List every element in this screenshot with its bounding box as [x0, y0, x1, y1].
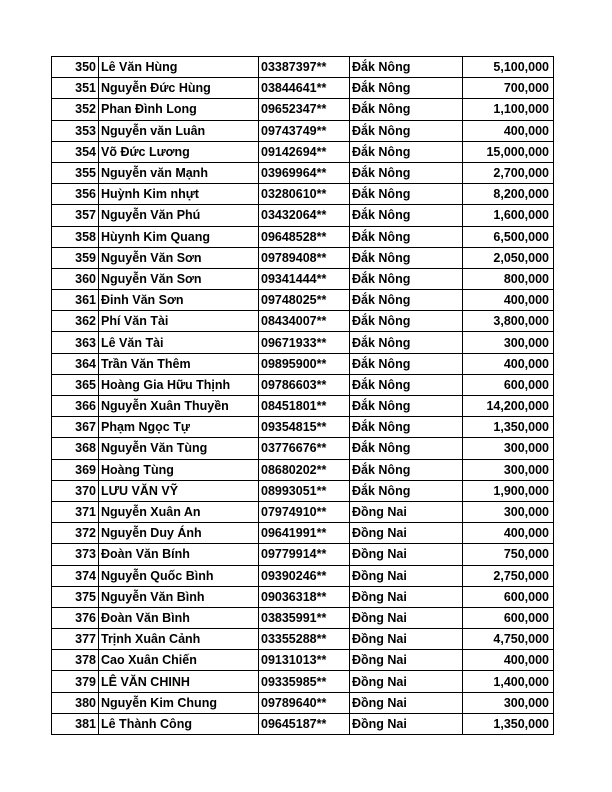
- amount-cell: 1,400,000: [463, 671, 554, 692]
- table-row: [52, 78, 554, 99]
- amount-cell: 1,350,000: [463, 417, 554, 438]
- province-cell: Đắk Nông: [350, 141, 463, 162]
- table-row: [52, 501, 554, 522]
- province-cell: Đồng Nai: [350, 501, 463, 522]
- province-cell: Đắk Nông: [350, 57, 463, 78]
- amount-cell: 600,000: [463, 374, 554, 395]
- row-number-cell: 371: [52, 501, 99, 522]
- amount-cell: 300,000: [463, 692, 554, 713]
- donor-name-cell: Trịnh Xuân Cảnh: [99, 629, 259, 650]
- donor-name-cell: Nguyễn văn Luân: [99, 120, 259, 141]
- phone-number-cell: 03776676**: [259, 438, 350, 459]
- donor-name-cell: Nguyễn Xuân An: [99, 501, 259, 522]
- amount-cell: 8,200,000: [463, 184, 554, 205]
- table-row: [52, 713, 554, 734]
- row-number-cell: 377: [52, 629, 99, 650]
- table-row: [52, 544, 554, 565]
- phone-number-cell: 09641991**: [259, 523, 350, 544]
- phone-number-cell: 08434007**: [259, 311, 350, 332]
- row-number-cell: 350: [52, 57, 99, 78]
- donor-name-cell: Nguyễn văn Mạnh: [99, 162, 259, 183]
- donor-name-cell: Lê Thành Công: [99, 713, 259, 734]
- amount-cell: 400,000: [463, 353, 554, 374]
- phone-number-cell: 03969964**: [259, 162, 350, 183]
- row-number-cell: 361: [52, 290, 99, 311]
- amount-cell: 1,350,000: [463, 713, 554, 734]
- table-row: [52, 374, 554, 395]
- donor-table-container: [51, 56, 554, 735]
- province-cell: Đồng Nai: [350, 607, 463, 628]
- phone-number-cell: 03835991**: [259, 607, 350, 628]
- donor-name-cell: Đoàn Văn Bình: [99, 607, 259, 628]
- donor-name-cell: Hùynh Kim Quang: [99, 226, 259, 247]
- row-number-cell: 373: [52, 544, 99, 565]
- table-row: [52, 353, 554, 374]
- row-number-cell: 354: [52, 141, 99, 162]
- amount-cell: 5,100,000: [463, 57, 554, 78]
- province-cell: Đắk Nông: [350, 226, 463, 247]
- row-number-cell: 380: [52, 692, 99, 713]
- amount-cell: 4,750,000: [463, 629, 554, 650]
- row-number-cell: 355: [52, 162, 99, 183]
- amount-cell: 300,000: [463, 438, 554, 459]
- donor-name-cell: Huỳnh Kim nhựt: [99, 184, 259, 205]
- amount-cell: 3,800,000: [463, 311, 554, 332]
- table-row: [52, 184, 554, 205]
- province-cell: Đồng Nai: [350, 629, 463, 650]
- row-number-cell: 358: [52, 226, 99, 247]
- province-cell: Đắk Nông: [350, 290, 463, 311]
- amount-cell: 6,500,000: [463, 226, 554, 247]
- donor-name-cell: Phan Đình Long: [99, 99, 259, 120]
- table-row: [52, 671, 554, 692]
- phone-number-cell: 09036318**: [259, 586, 350, 607]
- phone-number-cell: 09645187**: [259, 713, 350, 734]
- donor-name-cell: Phí Văn Tài: [99, 311, 259, 332]
- donor-name-cell: Nguyễn Văn Phú: [99, 205, 259, 226]
- phone-number-cell: 09341444**: [259, 268, 350, 289]
- table-row: [52, 480, 554, 501]
- row-number-cell: 360: [52, 268, 99, 289]
- donor-name-cell: Nguyễn Duy Ánh: [99, 523, 259, 544]
- row-number-cell: 366: [52, 396, 99, 417]
- amount-cell: 400,000: [463, 120, 554, 141]
- province-cell: Đắk Nông: [350, 99, 463, 120]
- table-row: [52, 99, 554, 120]
- donor-name-cell: Cao Xuân Chiến: [99, 650, 259, 671]
- table-row: [52, 692, 554, 713]
- province-cell: Đồng Nai: [350, 713, 463, 734]
- table-row: [52, 162, 554, 183]
- donor-name-cell: LÊ VĂN CHINH: [99, 671, 259, 692]
- amount-cell: 800,000: [463, 268, 554, 289]
- table-row: [52, 57, 554, 78]
- phone-number-cell: 09131013**: [259, 650, 350, 671]
- province-cell: Đắk Nông: [350, 184, 463, 205]
- table-row: [52, 332, 554, 353]
- province-cell: Đắk Nông: [350, 353, 463, 374]
- donor-name-cell: Nguyễn Văn Sơn: [99, 268, 259, 289]
- row-number-cell: 367: [52, 417, 99, 438]
- table-row: [52, 586, 554, 607]
- phone-number-cell: 09789640**: [259, 692, 350, 713]
- donor-name-cell: Nguyễn Văn Sơn: [99, 247, 259, 268]
- amount-cell: 400,000: [463, 290, 554, 311]
- table-row: [52, 565, 554, 586]
- table-row: [52, 205, 554, 226]
- donor-name-cell: Nguyễn Quốc Bình: [99, 565, 259, 586]
- donor-name-cell: Trần Văn Thêm: [99, 353, 259, 374]
- phone-number-cell: 03280610**: [259, 184, 350, 205]
- row-number-cell: 378: [52, 650, 99, 671]
- phone-number-cell: 03355288**: [259, 629, 350, 650]
- table-row: [52, 459, 554, 480]
- table-row: [52, 417, 554, 438]
- row-number-cell: 370: [52, 480, 99, 501]
- table-row: [52, 438, 554, 459]
- donor-table: [51, 56, 554, 735]
- row-number-cell: 362: [52, 311, 99, 332]
- province-cell: Đắk Nông: [350, 162, 463, 183]
- province-cell: Đắk Nông: [350, 78, 463, 99]
- amount-cell: 400,000: [463, 523, 554, 544]
- phone-number-cell: 09648528**: [259, 226, 350, 247]
- province-cell: Đắk Nông: [350, 459, 463, 480]
- donor-name-cell: LƯU VĂN VỸ: [99, 480, 259, 501]
- row-number-cell: 368: [52, 438, 99, 459]
- row-number-cell: 369: [52, 459, 99, 480]
- province-cell: Đồng Nai: [350, 565, 463, 586]
- row-number-cell: 381: [52, 713, 99, 734]
- table-row: [52, 268, 554, 289]
- phone-number-cell: 09335985**: [259, 671, 350, 692]
- amount-cell: 15,000,000: [463, 141, 554, 162]
- row-number-cell: 359: [52, 247, 99, 268]
- row-number-cell: 353: [52, 120, 99, 141]
- phone-number-cell: 08993051**: [259, 480, 350, 501]
- phone-number-cell: 09748025**: [259, 290, 350, 311]
- phone-number-cell: 09390246**: [259, 565, 350, 586]
- table-row: [52, 607, 554, 628]
- donor-name-cell: Nguyễn Kim Chung: [99, 692, 259, 713]
- table-body: [52, 57, 554, 735]
- table-row: [52, 226, 554, 247]
- table-row: [52, 523, 554, 544]
- donor-name-cell: Lê Văn Hùng: [99, 57, 259, 78]
- donor-name-cell: Nguyễn Đức Hùng: [99, 78, 259, 99]
- table-row: [52, 650, 554, 671]
- donor-name-cell: Lê Văn Tài: [99, 332, 259, 353]
- amount-cell: 300,000: [463, 332, 554, 353]
- table-row: [52, 311, 554, 332]
- amount-cell: 750,000: [463, 544, 554, 565]
- province-cell: Đắk Nông: [350, 374, 463, 395]
- donor-name-cell: Đinh Văn Sơn: [99, 290, 259, 311]
- province-cell: Đắk Nông: [350, 268, 463, 289]
- province-cell: Đồng Nai: [350, 523, 463, 544]
- table-row: [52, 247, 554, 268]
- province-cell: Đắk Nông: [350, 417, 463, 438]
- amount-cell: 1,100,000: [463, 99, 554, 120]
- phone-number-cell: 03844641**: [259, 78, 350, 99]
- province-cell: Đồng Nai: [350, 544, 463, 565]
- amount-cell: 300,000: [463, 501, 554, 522]
- province-cell: Đắk Nông: [350, 120, 463, 141]
- province-cell: Đắk Nông: [350, 311, 463, 332]
- province-cell: Đắk Nông: [350, 332, 463, 353]
- amount-cell: 2,050,000: [463, 247, 554, 268]
- phone-number-cell: 09895900**: [259, 353, 350, 374]
- amount-cell: 14,200,000: [463, 396, 554, 417]
- table-row: [52, 629, 554, 650]
- row-number-cell: 357: [52, 205, 99, 226]
- phone-number-cell: 08451801**: [259, 396, 350, 417]
- donor-name-cell: Nguyễn Văn Tùng: [99, 438, 259, 459]
- phone-number-cell: 09354815**: [259, 417, 350, 438]
- amount-cell: 400,000: [463, 650, 554, 671]
- row-number-cell: 372: [52, 523, 99, 544]
- phone-number-cell: 09786603**: [259, 374, 350, 395]
- row-number-cell: 352: [52, 99, 99, 120]
- province-cell: Đắk Nông: [350, 396, 463, 417]
- province-cell: Đắk Nông: [350, 480, 463, 501]
- phone-number-cell: 09142694**: [259, 141, 350, 162]
- province-cell: Đắk Nông: [350, 247, 463, 268]
- row-number-cell: 365: [52, 374, 99, 395]
- row-number-cell: 375: [52, 586, 99, 607]
- phone-number-cell: 09779914**: [259, 544, 350, 565]
- province-cell: Đồng Nai: [350, 650, 463, 671]
- amount-cell: 700,000: [463, 78, 554, 99]
- donor-name-cell: Hoàng Tùng: [99, 459, 259, 480]
- donor-name-cell: Phạm Ngọc Tự: [99, 417, 259, 438]
- phone-number-cell: 09671933**: [259, 332, 350, 353]
- amount-cell: 300,000: [463, 459, 554, 480]
- province-cell: Đắk Nông: [350, 438, 463, 459]
- amount-cell: 2,700,000: [463, 162, 554, 183]
- donor-name-cell: Nguyễn Văn Bình: [99, 586, 259, 607]
- donor-name-cell: Đoàn Văn Bính: [99, 544, 259, 565]
- table-row: [52, 290, 554, 311]
- row-number-cell: 363: [52, 332, 99, 353]
- province-cell: Đồng Nai: [350, 671, 463, 692]
- phone-number-cell: 03387397**: [259, 57, 350, 78]
- row-number-cell: 364: [52, 353, 99, 374]
- amount-cell: 1,900,000: [463, 480, 554, 501]
- phone-number-cell: 09743749**: [259, 120, 350, 141]
- donor-name-cell: Hoàng Gia Hữu Thịnh: [99, 374, 259, 395]
- table-row: [52, 141, 554, 162]
- table-row: [52, 396, 554, 417]
- row-number-cell: 351: [52, 78, 99, 99]
- donor-name-cell: Nguyễn Xuân Thuyền: [99, 396, 259, 417]
- donor-name-cell: Võ Đức Lương: [99, 141, 259, 162]
- phone-number-cell: 09789408**: [259, 247, 350, 268]
- phone-number-cell: 09652347**: [259, 99, 350, 120]
- province-cell: Đồng Nai: [350, 692, 463, 713]
- row-number-cell: 379: [52, 671, 99, 692]
- row-number-cell: 356: [52, 184, 99, 205]
- province-cell: Đắk Nông: [350, 205, 463, 226]
- row-number-cell: 374: [52, 565, 99, 586]
- amount-cell: 1,600,000: [463, 205, 554, 226]
- phone-number-cell: 08680202**: [259, 459, 350, 480]
- amount-cell: 600,000: [463, 607, 554, 628]
- phone-number-cell: 07974910**: [259, 501, 350, 522]
- table-row: [52, 120, 554, 141]
- amount-cell: 600,000: [463, 586, 554, 607]
- row-number-cell: 376: [52, 607, 99, 628]
- province-cell: Đồng Nai: [350, 586, 463, 607]
- phone-number-cell: 03432064**: [259, 205, 350, 226]
- amount-cell: 2,750,000: [463, 565, 554, 586]
